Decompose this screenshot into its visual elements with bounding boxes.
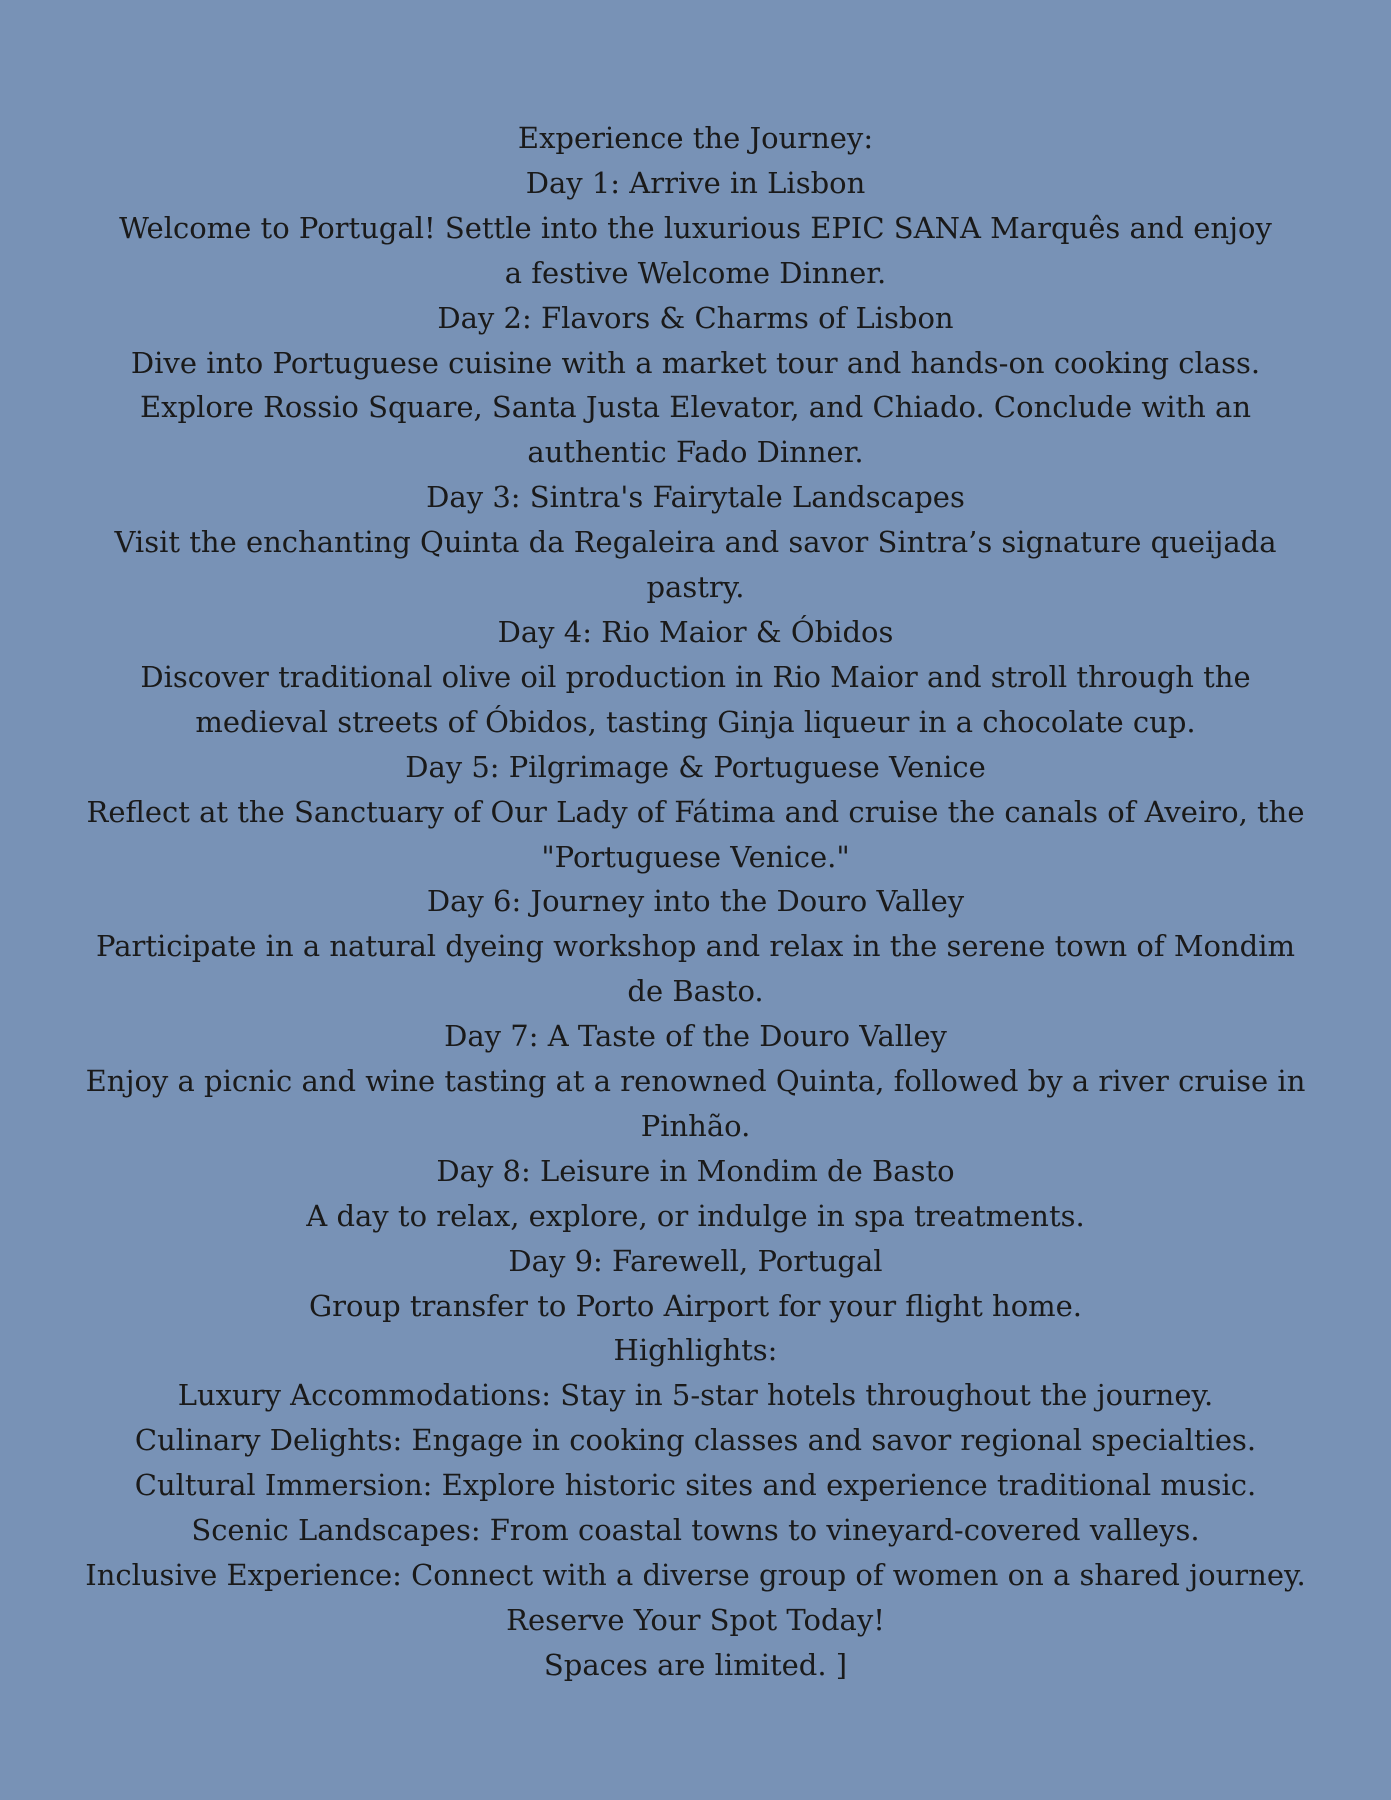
day-4-description: Discover traditional olive oil production in Rio Maior and stroll through the medieval streets of Óbidos, tasting Ginja liqueur in a chocolate cup. — [140, 659, 1251, 739]
day-8-description: A day to relax, explore, or indulge in spa treatments. — [306, 1198, 1085, 1233]
day-1-title: Day 1: Arrive in Lisbon — [525, 165, 866, 200]
day-6-title: Day 6: Journey into the Douro Valley — [426, 884, 965, 919]
day-9-title: Day 9: Farewell, Portugal — [508, 1243, 883, 1278]
highlight-item: Cultural Immersion: Explore historic sites and experience traditional music. — [134, 1468, 1257, 1503]
intro-heading: Experience the Journey: — [517, 121, 874, 155]
day-7-description: Enjoy a picnic and wine tasting at a renowned Quinta, followed by a river cruise in Pinhão. — [85, 1064, 1306, 1143]
day-1-description: Welcome to Portugal! Settle into the luxurious EPIC SANA Marquês and enjoy a festive Welcome Dinner. — [119, 210, 1272, 290]
day-6-description: Participate in a natural dyeing workshop and relax in the serene town of Mondim de Basto. — [95, 929, 1295, 1009]
day-8-title: Day 8: Leisure in Mondim de Basto — [436, 1153, 955, 1188]
day-2-description-2: Explore Rossio Square, Santa Justa Elevator, and Chiado. Conclude with an authentic Fado Dinner. — [140, 390, 1251, 470]
day-4-title: Day 4: Rio Maior & Óbidos — [497, 614, 894, 649]
highlight-item: Inclusive Experience: Connect with a diverse group of women on a shared journey. — [85, 1558, 1306, 1592]
day-3-description: Visit the enchanting Quinta da Regaleira and savor Sintra’s signature queijada pastry. — [114, 525, 1277, 605]
day-2-title: Day 2: Flavors & Charms of Lisbon — [437, 300, 954, 335]
highlights-heading: Highlights: — [613, 1333, 778, 1368]
day-2-description: Dive into Portuguese cuisine with a market tour and hands-on cooking class. — [130, 345, 1261, 380]
day-3-title: Day 3: Sintra's Fairytale Landscapes — [426, 480, 965, 515]
highlight-item: Luxury Accommodations: Stay in 5-star hotels throughout the journey. — [177, 1378, 1214, 1413]
cta-note: Spaces are limited. ] — [543, 1647, 848, 1682]
day-9-description: Group transfer to Porto Airport for your flight home. — [308, 1288, 1083, 1323]
highlight-item: Culinary Delights: Engage in cooking classes and savor regional specialties. — [134, 1423, 1257, 1458]
day-5-description: Reflect at the Sanctuary of Our Lady of Fátima and cruise the canals of Aveiro, the "Portuguese Venice." — [86, 794, 1305, 874]
day-7-title: Day 7: A Taste of the Douro Valley — [444, 1019, 947, 1054]
cta-heading: Reserve Your Spot Today! — [506, 1602, 885, 1637]
day-5-title: Day 5: Pilgrimage & Portuguese Venice — [405, 749, 986, 784]
highlight-item: Scenic Landscapes: From coastal towns to vineyard-covered valleys. — [191, 1513, 1200, 1548]
